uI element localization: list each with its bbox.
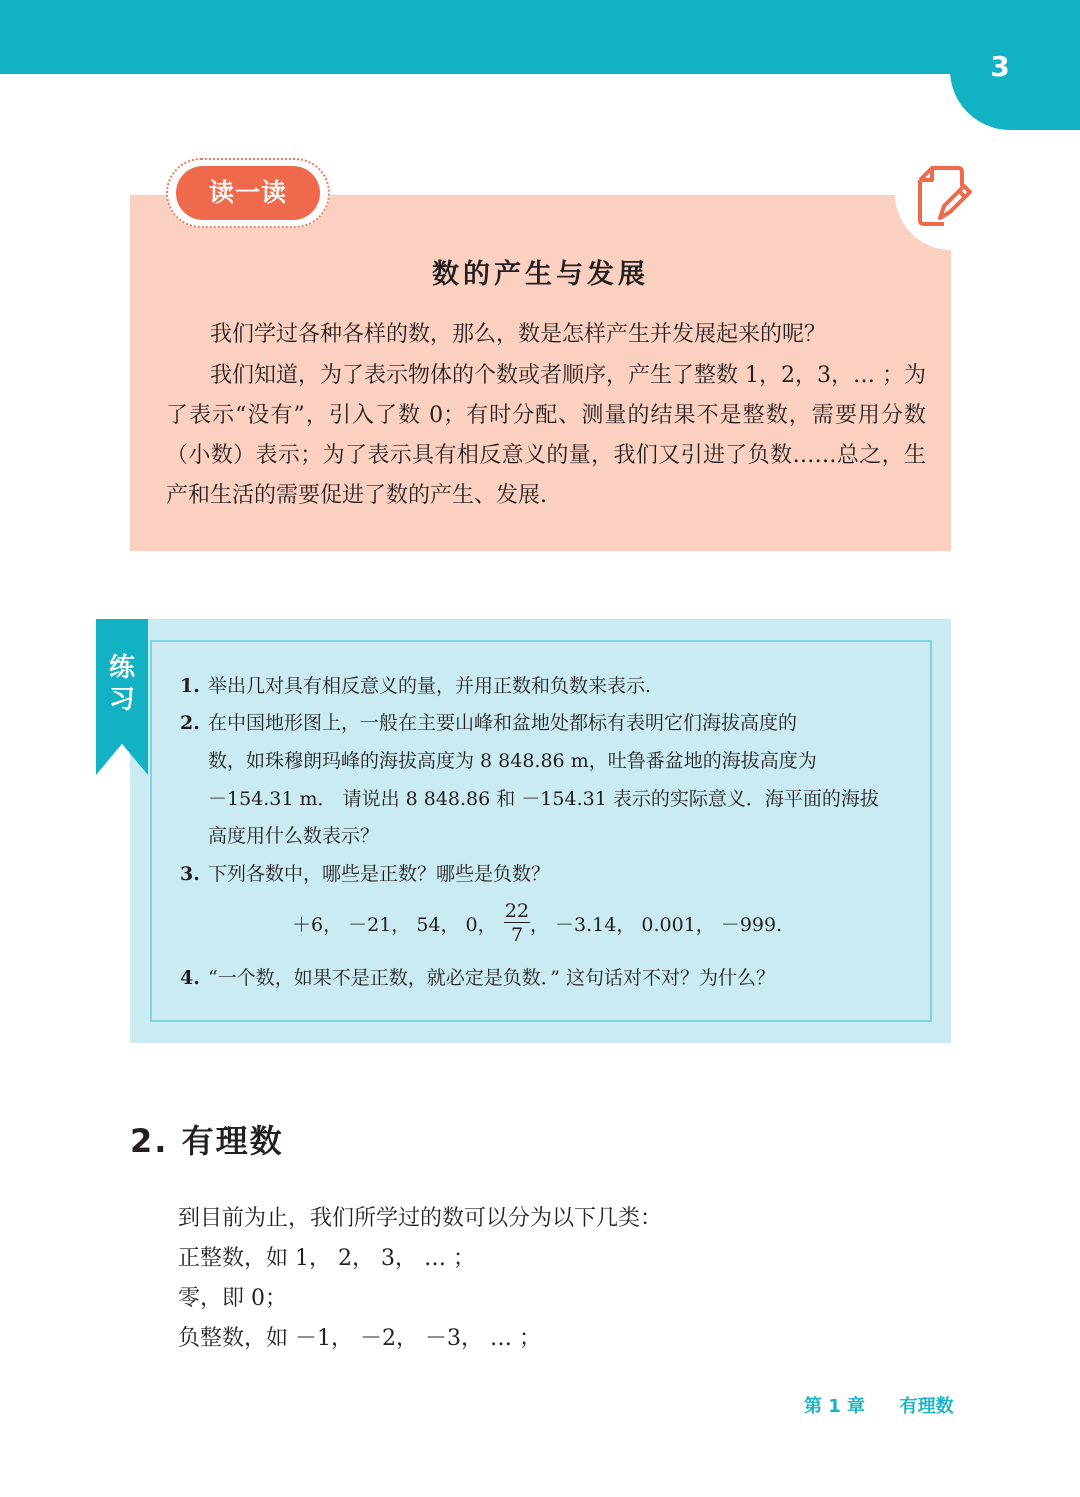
reading-paragraph-2: 我们知道，为了表示物体的个数或者顺序，产生了整数 1，2，3，… ；为了表示“没有”，引入了数 0；有时分配、测量的结果不是整数，需要用分数（小数）表示；为了表示具有相反意义的量，我们又引进了负数……总之，生产和生活的需要促进了数的产生、发展. xyxy=(166,363,926,508)
exercise-number: 1. xyxy=(180,675,200,697)
fraction-numerator: 22 xyxy=(504,900,530,922)
exercise-line: 数，如珠穆朗玛峰的海拔高度为 8 848.86 m，吐鲁番盆地的海拔高度为 xyxy=(208,750,817,772)
page-number: 3 xyxy=(990,50,1010,83)
section-title: 2. 有理数 xyxy=(130,1122,284,1160)
exercise-tab-label: 练习 xyxy=(109,653,136,715)
exercise-line: －154.31 m． 请说出 8 848.86 和 －154.31 表示的实际意义．海平面的海拔 xyxy=(208,788,879,810)
exercise-line: 下列各数中，哪些是正数？哪些是负数？ xyxy=(208,863,551,885)
header-bar xyxy=(0,0,1080,74)
body-line: 正整数，如 1， 2， 3， … ； xyxy=(178,1246,475,1271)
exercise-line: “一个数，如果不是正数，就必定是负数．” 这句话对不对？为什么？ xyxy=(208,967,775,989)
note-edit-icon xyxy=(914,166,972,228)
footer xyxy=(804,1392,954,1418)
body-line: 到目前为止，我们所学过的数可以分为以下几类： xyxy=(178,1206,663,1231)
body-line: 负整数，如 －1， －2， －3， … ； xyxy=(178,1326,541,1351)
exercise-number: 4. xyxy=(180,967,200,989)
footer-chapter: 第 1 章 xyxy=(804,1396,866,1417)
reading-title: 数的产生与发展 xyxy=(432,259,649,290)
number-list-part-2: ， －3.14， 0.001， －999. xyxy=(530,914,783,936)
body-line: 零，即 0； xyxy=(178,1286,287,1311)
number-list-part-1: ＋6， －21， 54， 0， xyxy=(292,914,497,936)
footer-chapter-title: 有理数 xyxy=(899,1396,954,1417)
exercise-number: 3. xyxy=(180,863,200,885)
fraction-denominator: 7 xyxy=(510,924,524,946)
fraction-22-over-7 xyxy=(504,900,530,947)
exercise-line: 高度用什么数表示？ xyxy=(208,825,380,847)
exercise-line: 举出几对具有相反意义的量，并用正数和负数来表示. xyxy=(208,675,652,697)
exercise-line: 在中国地形图上，一般在主要山峰和盆地处都标有表明它们海拔高度的 xyxy=(208,712,798,734)
reading-badge: 读一读 xyxy=(176,166,320,220)
reading-paragraph-1: 我们学过各种各样的数，那么，数是怎样产生并发展起来的呢？ xyxy=(210,322,827,347)
exercise-number: 2. xyxy=(180,712,200,734)
